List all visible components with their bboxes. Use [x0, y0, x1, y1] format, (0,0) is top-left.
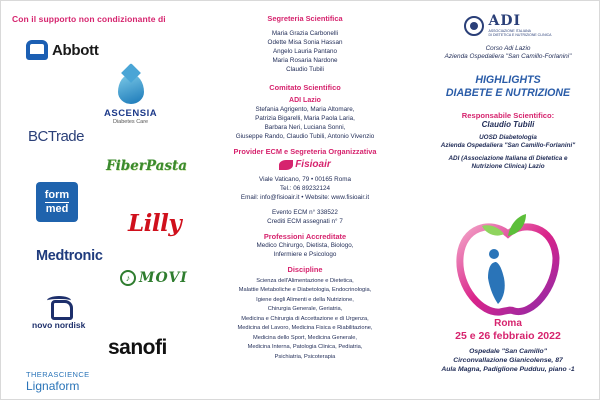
- adi-logo-tiny: DI DIETETICA E NUTRIZIONE CLINICA: [488, 33, 552, 37]
- sponsors-column: [12, 14, 188, 394]
- abbott-logo: [26, 40, 99, 60]
- medtronic-logo: [36, 248, 103, 264]
- professioni-line: Infermiere e Psicologo: [273, 250, 337, 258]
- discipline-line: Medicina e Chirurgia di Accettazione e di Urgenza,: [241, 315, 369, 322]
- adi-full-name: Nutrizione Clinica) Lazio: [471, 163, 545, 170]
- formmed-bottom: med: [45, 202, 69, 215]
- comitato-line: Stefania Agrigento, Maria Altomare,: [255, 106, 355, 113]
- fisioair-logo: [279, 159, 331, 170]
- apple-icon: [452, 208, 564, 320]
- provider-title: Provider ECM e Segreteria Organizzativa: [233, 147, 377, 156]
- ascensia-logo: [104, 74, 157, 125]
- sponsors-title: Con il supporto non condizionante di: [12, 14, 166, 24]
- segreteria-member: Odette Misa Sonia Hassan: [267, 39, 343, 46]
- discipline-line: Psichiatria, Psicoterapia: [274, 353, 336, 360]
- responsabile-name: Claudio Tubili: [481, 119, 535, 129]
- discipline-line: Malattie Metaboliche e Diabetologia, Endocrinologia,: [238, 287, 372, 293]
- comitato-subtitle: ADI Lazio: [289, 97, 321, 104]
- bctrade-logo: [28, 128, 84, 145]
- novo-text: novo nordisk: [32, 320, 86, 330]
- event-city: Roma: [494, 318, 522, 329]
- formmed-logo: [36, 182, 78, 222]
- adi-logo-tiny: ASSOCIAZIONE ITALIANA: [488, 29, 532, 33]
- comitato-title: Comitato Scientifico: [269, 83, 341, 92]
- azienda-text: Azienda Ospedaliera "San Camillo-Forlanini": [444, 53, 572, 60]
- provider-address: Viale Vaticano, 79 • 00165 Roma: [259, 175, 351, 183]
- movi-leaf-icon: ♪: [120, 270, 136, 286]
- fisioair-mark-icon: [279, 160, 293, 170]
- discipline-line: Medicina dello Sport, Medicina Generale,: [252, 334, 357, 341]
- lignaform-text: Lignaform: [26, 379, 80, 393]
- professioni-line: Medico Chirurgo, Dietista, Biologo,: [256, 241, 354, 249]
- adi-logo-text: ADI: [488, 13, 522, 29]
- comitato-line: Patrizia Bigarelli, Maria Paola Laria,: [255, 115, 355, 122]
- ascensia-drop-icon: [118, 74, 144, 104]
- evento-ecm: Evento ECM n° 338522: [272, 208, 338, 216]
- sanofi-logo: [108, 336, 167, 360]
- discipline-line: Medicina del Lavoro, Medicina Fisica e Riabilitazione,: [237, 325, 373, 331]
- title-diabete: DIABETE E NUTRIZIONE: [445, 86, 571, 99]
- formmed-top: form: [44, 188, 70, 201]
- uosd-azienda: Azienda Ospedaliera "San Camillo-Forlanini": [440, 142, 576, 149]
- crediti-ecm: Crediti ECM assegnati n° 7: [267, 217, 343, 225]
- abbott-text: Abbott: [52, 41, 99, 59]
- fiberpasta-logo: [106, 158, 187, 174]
- corso-text: Corso Adi Lazio: [485, 44, 531, 52]
- sanofi-text: sanofi: [108, 336, 167, 359]
- therascience-logo: [26, 370, 90, 393]
- cover-column: [422, 12, 594, 396]
- segreteria-title: Segreteria Scientifica: [267, 14, 343, 23]
- discipline-line: Scienza dell'Alimentazione e Dietetica,: [256, 277, 354, 284]
- lilly-text: Lilly: [128, 210, 182, 237]
- lilly-logo: [128, 210, 181, 237]
- segreteria-member: Claudio Tubili: [286, 66, 324, 73]
- novo-nordisk-logo: [32, 296, 85, 330]
- fiberpasta-text: FiberPasta: [106, 158, 187, 174]
- provider-email: Email: info@fisioair.it • Website: www.fisioair.it: [240, 193, 370, 201]
- discipline-title: Discipline: [287, 264, 323, 274]
- adi-full-name: ADI (Associazione Italiana di Dietetica e: [448, 154, 568, 162]
- bctrade-text: BCTrade: [28, 128, 84, 145]
- ascensia-name: ASCENSIA: [104, 108, 158, 119]
- segreteria-member: Angelo Lauria Pantano: [272, 48, 338, 55]
- comitato-line: Barbara Neri, Luciana Sonni,: [264, 124, 346, 131]
- therascience-text: THERASCIENCE: [26, 370, 90, 379]
- movi-text: MOVI: [139, 270, 188, 286]
- info-column: [196, 14, 414, 394]
- ascensia-sub: Diabetes Care: [112, 119, 149, 125]
- uosd-text: UOSD Diabetologia: [479, 133, 537, 141]
- fisioair-text: Fisioair: [295, 159, 331, 170]
- adi-logo: [464, 14, 551, 37]
- adi-seal-icon: [464, 16, 484, 36]
- event-dates: 25 e 26 febbraio 2022: [455, 330, 561, 342]
- segreteria-member: Maria Grazia Carbonelli: [271, 30, 339, 37]
- provider-tel: Tel.: 06 89232124: [279, 184, 331, 192]
- responsabile-label: Responsabile Scientifico:: [461, 110, 555, 120]
- title-highlights: HIGHLIGHTS: [475, 73, 541, 86]
- apis-bull-icon: [45, 296, 73, 318]
- abbott-mark-icon: [26, 40, 48, 60]
- venue-line: Aula Magna, Padiglione Pudduu, piano -1: [441, 366, 575, 373]
- discipline-line: Igiene degli Alimenti e della Nutrizione,: [256, 296, 354, 303]
- event-date-block: [422, 318, 594, 374]
- movi-logo: [120, 270, 188, 286]
- venue-line: Ospedale "San Camillo": [469, 348, 547, 355]
- discipline-line: Chirurgia Generale, Geriatria,: [267, 306, 343, 312]
- comitato-line: Giuseppe Rando, Claudio Tubili, Antonio Vivenzio: [235, 133, 375, 140]
- venue-line: Circonvallazione Gianicolense, 87: [453, 357, 563, 364]
- discipline-line: Medicina Interna, Patologia Clinica, Pediatria,: [247, 344, 363, 350]
- professioni-title: Professioni Accreditate: [263, 231, 347, 241]
- medtronic-text: Medtronic: [36, 248, 103, 264]
- segreteria-member: Maria Rosaria Nardone: [272, 57, 338, 64]
